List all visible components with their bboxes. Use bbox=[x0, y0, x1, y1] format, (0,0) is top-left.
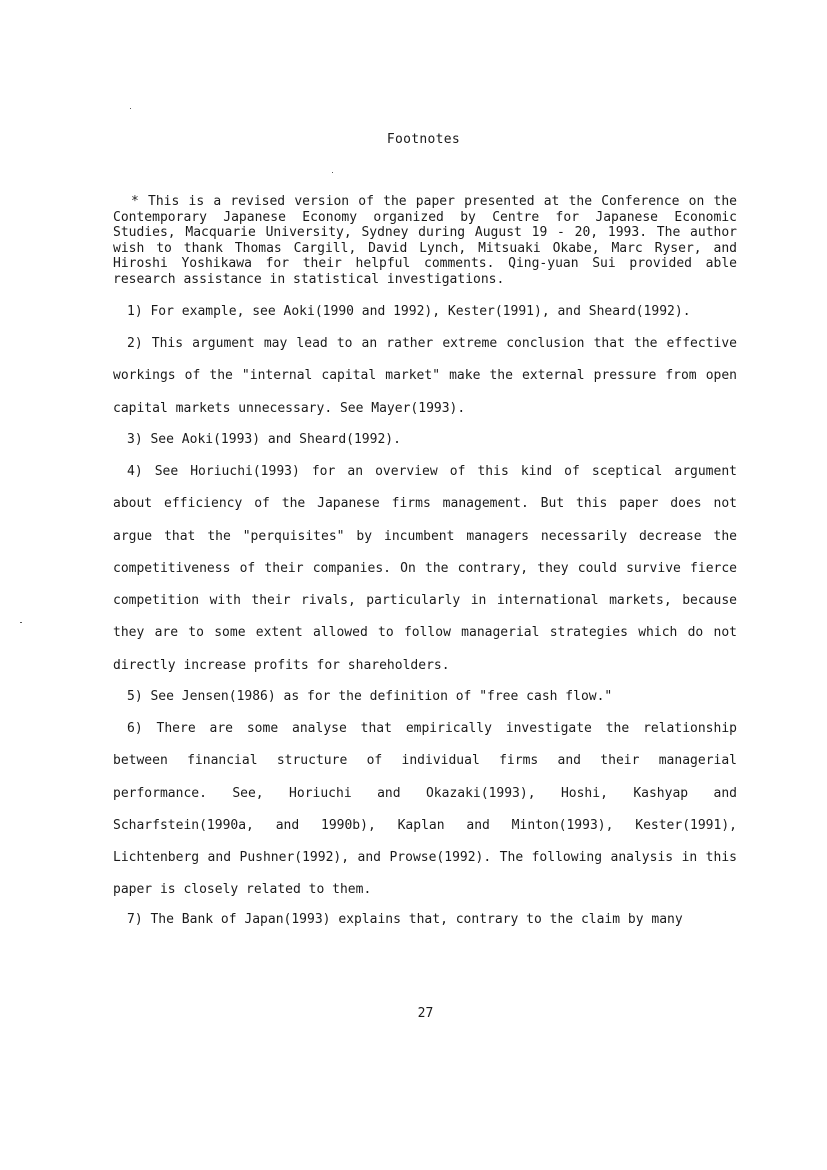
footnote-3 bbox=[113, 424, 737, 456]
scan-speck bbox=[332, 172, 333, 173]
footnote-text: 6) There are some analyse that empirically investigate the relationship between financial structure of individual firms and their managerial performance. See, Horiuchi and Okazaki(1993), Hoshi, Kashyap and Scharfstein(1990a, and 1990b), Kaplan and Minton(1993), Kester(1991), Lichtenberg and Pushner(1992), and Prowse(1992). The following analysis in this paper is closely related to them. bbox=[113, 721, 737, 898]
footnote-text: 1) For example, see Aoki(1990 and 1992), Kester(1991), and Sheard(1992). bbox=[127, 304, 691, 319]
footnote-text: 4) See Horiuchi(1993) for an overview of this kind of sceptical argument about efficiency of the Japanese firms management. But this paper does not argue that the "perquisites" by incumbent managers necessarily decrease the competitiveness of their companies. On the contrary, they could survive fierce competition with their rivals, particularly in international markets, because they are to some extent allowed to follow managerial strategies which do not directly increase profits for shareholders. bbox=[113, 464, 737, 673]
footnote-2 bbox=[113, 328, 737, 425]
footnote-7 bbox=[113, 904, 737, 936]
footnote-text: 7) The Bank of Japan(1993) explains that, contrary to the claim by many bbox=[127, 912, 683, 927]
scan-speck bbox=[20, 622, 22, 623]
acknowledgement-footnote bbox=[113, 194, 737, 287]
acknowledgement-text: * This is a revised version of the paper presented at the Conference on the Contemporary Japanese Economy organized by Centre for Japanese Economic Studies, Macquarie University, Sydney during August 19 - 20, 1993. The author wish to thank Thomas Cargill, David Lynch, Mitsuaki Okabe, Marc Ryser, and Hiroshi Yoshikawa for their helpful comments. Qing-yuan Sui provided able research assistance in statistical investigations. bbox=[113, 194, 737, 287]
footnote-text: 2) This argument may lead to an rather extreme conclusion that the effective workings of the "internal capital market" make the external pressure from open capital markets unnecessary. See Mayer(1993). bbox=[113, 336, 737, 416]
footnote-6 bbox=[113, 713, 737, 907]
footnote-4 bbox=[113, 456, 737, 682]
footnote-text: 3) See Aoki(1993) and Sheard(1992). bbox=[127, 432, 401, 447]
scan-speck bbox=[130, 108, 131, 109]
footnote-text: 5) See Jensen(1986) as for the definition of "free cash flow." bbox=[127, 689, 613, 704]
footnote-5 bbox=[113, 681, 737, 713]
page-heading: Footnotes bbox=[386, 132, 461, 147]
page-number: 27 bbox=[417, 1006, 434, 1021]
footnote-1 bbox=[113, 296, 737, 328]
